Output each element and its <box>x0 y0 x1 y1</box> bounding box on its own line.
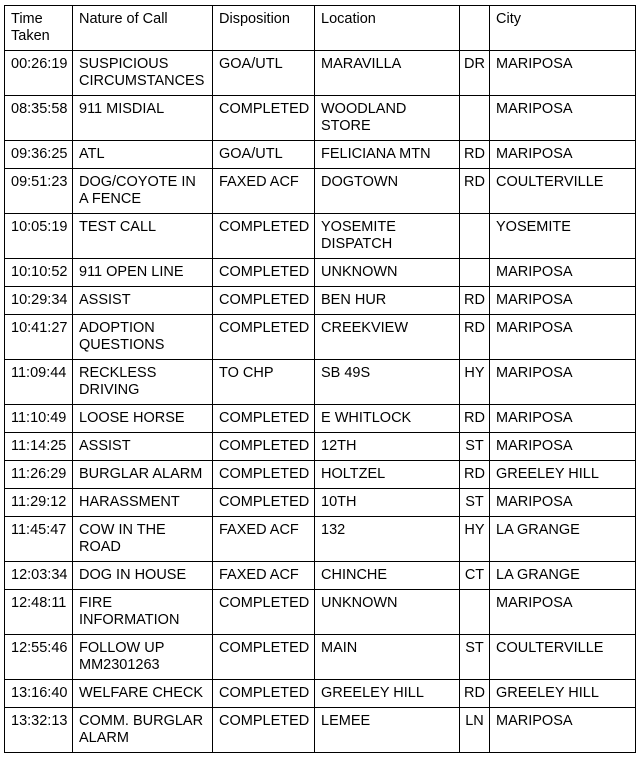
cell-location: MARAVILLA <box>315 51 460 96</box>
cell-city: GREELEY HILL <box>490 680 636 708</box>
cell-nature-of-call: COMM. BURGLAR ALARM <box>73 708 213 753</box>
cell-city: MARIPOSA <box>490 590 636 635</box>
table-row <box>5 141 636 169</box>
cell-city: COULTERVILLE <box>490 635 636 680</box>
cell-location: GREELEY HILL <box>315 680 460 708</box>
cell-nature-of-call: ASSIST <box>73 287 213 315</box>
cell-city: MARIPOSA <box>490 96 636 141</box>
table-row <box>5 169 636 214</box>
cell-disposition: COMPLETED <box>213 315 315 360</box>
table-row <box>5 360 636 405</box>
cell-location: DOGTOWN <box>315 169 460 214</box>
cell-street-suffix: HY <box>460 517 490 562</box>
header-row <box>5 6 636 51</box>
cell-time-taken: 10:05:19 <box>5 214 73 259</box>
cell-disposition: COMPLETED <box>213 590 315 635</box>
cell-location: SB 49S <box>315 360 460 405</box>
cell-city: MARIPOSA <box>490 405 636 433</box>
table-row <box>5 562 636 590</box>
cell-nature-of-call: BURGLAR ALARM <box>73 461 213 489</box>
cell-street-suffix: ST <box>460 433 490 461</box>
cell-nature-of-call: HARASSMENT <box>73 489 213 517</box>
cell-city: MARIPOSA <box>490 708 636 753</box>
cell-city: MARIPOSA <box>490 489 636 517</box>
cell-street-suffix: RD <box>460 287 490 315</box>
cell-location: HOLTZEL <box>315 461 460 489</box>
cell-street-suffix <box>460 96 490 141</box>
table-row <box>5 590 636 635</box>
header-nature-of-call: Nature of Call <box>73 6 213 51</box>
cell-disposition: FAXED ACF <box>213 562 315 590</box>
cell-disposition: GOA/UTL <box>213 141 315 169</box>
cell-location: MAIN <box>315 635 460 680</box>
header-time-taken: Time Taken <box>5 6 73 51</box>
cell-location: CREEKVIEW <box>315 315 460 360</box>
table-header <box>5 6 636 51</box>
table-row <box>5 315 636 360</box>
cell-city: MARIPOSA <box>490 360 636 405</box>
cell-disposition: TO CHP <box>213 360 315 405</box>
cell-street-suffix: LN <box>460 708 490 753</box>
cell-nature-of-call: FOLLOW UP MM2301263 <box>73 635 213 680</box>
header-suffix <box>460 6 490 51</box>
cell-disposition: COMPLETED <box>213 461 315 489</box>
table-row <box>5 96 636 141</box>
cell-city: LA GRANGE <box>490 562 636 590</box>
table-row <box>5 708 636 753</box>
cell-disposition: COMPLETED <box>213 433 315 461</box>
cell-location: BEN HUR <box>315 287 460 315</box>
cell-time-taken: 11:29:12 <box>5 489 73 517</box>
table-row <box>5 433 636 461</box>
cell-time-taken: 11:26:29 <box>5 461 73 489</box>
cell-nature-of-call: DOG IN HOUSE <box>73 562 213 590</box>
cell-location: 10TH <box>315 489 460 517</box>
cell-city: LA GRANGE <box>490 517 636 562</box>
cell-time-taken: 11:45:47 <box>5 517 73 562</box>
call-log-table <box>4 5 636 753</box>
table-row <box>5 51 636 96</box>
cell-street-suffix: HY <box>460 360 490 405</box>
cell-time-taken: 12:55:46 <box>5 635 73 680</box>
cell-street-suffix <box>460 259 490 287</box>
cell-disposition: GOA/UTL <box>213 51 315 96</box>
cell-location: YOSEMITE DISPATCH <box>315 214 460 259</box>
cell-disposition: COMPLETED <box>213 635 315 680</box>
cell-disposition: COMPLETED <box>213 405 315 433</box>
cell-nature-of-call: ASSIST <box>73 433 213 461</box>
cell-time-taken: 11:10:49 <box>5 405 73 433</box>
cell-nature-of-call: 911 MISDIAL <box>73 96 213 141</box>
cell-location: UNKNOWN <box>315 259 460 287</box>
table-row <box>5 489 636 517</box>
cell-street-suffix: RD <box>460 141 490 169</box>
cell-street-suffix <box>460 590 490 635</box>
cell-disposition: COMPLETED <box>213 214 315 259</box>
table-row <box>5 405 636 433</box>
cell-time-taken: 10:29:34 <box>5 287 73 315</box>
cell-city: MARIPOSA <box>490 433 636 461</box>
cell-time-taken: 10:10:52 <box>5 259 73 287</box>
cell-location: 132 <box>315 517 460 562</box>
cell-location: CHINCHE <box>315 562 460 590</box>
cell-city: MARIPOSA <box>490 259 636 287</box>
table-row <box>5 635 636 680</box>
cell-disposition: COMPLETED <box>213 287 315 315</box>
cell-time-taken: 09:36:25 <box>5 141 73 169</box>
cell-nature-of-call: ADOPTION QUESTIONS <box>73 315 213 360</box>
cell-disposition: COMPLETED <box>213 489 315 517</box>
cell-time-taken: 09:51:23 <box>5 169 73 214</box>
cell-disposition: COMPLETED <box>213 259 315 287</box>
cell-street-suffix: RD <box>460 461 490 489</box>
cell-nature-of-call: RECKLESS DRIVING <box>73 360 213 405</box>
cell-city: COULTERVILLE <box>490 169 636 214</box>
cell-time-taken: 00:26:19 <box>5 51 73 96</box>
cell-nature-of-call: ATL <box>73 141 213 169</box>
cell-location: UNKNOWN <box>315 590 460 635</box>
cell-street-suffix: DR <box>460 51 490 96</box>
cell-disposition: COMPLETED <box>213 680 315 708</box>
cell-disposition: COMPLETED <box>213 96 315 141</box>
cell-location: WOODLAND STORE <box>315 96 460 141</box>
cell-disposition: COMPLETED <box>213 708 315 753</box>
header-city: City <box>490 6 636 51</box>
cell-time-taken: 11:14:25 <box>5 433 73 461</box>
cell-city: MARIPOSA <box>490 141 636 169</box>
table-row <box>5 259 636 287</box>
cell-time-taken: 13:16:40 <box>5 680 73 708</box>
cell-city: GREELEY HILL <box>490 461 636 489</box>
cell-time-taken: 12:48:11 <box>5 590 73 635</box>
cell-street-suffix: RD <box>460 315 490 360</box>
cell-time-taken: 08:35:58 <box>5 96 73 141</box>
cell-nature-of-call: LOOSE HORSE <box>73 405 213 433</box>
cell-nature-of-call: COW IN THE ROAD <box>73 517 213 562</box>
cell-street-suffix: RD <box>460 405 490 433</box>
header-disposition: Disposition <box>213 6 315 51</box>
cell-street-suffix: RD <box>460 680 490 708</box>
cell-time-taken: 10:41:27 <box>5 315 73 360</box>
cell-nature-of-call: WELFARE CHECK <box>73 680 213 708</box>
cell-city: MARIPOSA <box>490 51 636 96</box>
cell-location: 12TH <box>315 433 460 461</box>
cell-city: YOSEMITE <box>490 214 636 259</box>
table-row <box>5 680 636 708</box>
cell-nature-of-call: SUSPICIOUS CIRCUMSTANCES <box>73 51 213 96</box>
cell-location: LEMEE <box>315 708 460 753</box>
cell-location: FELICIANA MTN <box>315 141 460 169</box>
cell-city: MARIPOSA <box>490 287 636 315</box>
cell-nature-of-call: DOG/COYOTE IN A FENCE <box>73 169 213 214</box>
cell-street-suffix: ST <box>460 635 490 680</box>
cell-street-suffix: ST <box>460 489 490 517</box>
table-row <box>5 214 636 259</box>
cell-city: MARIPOSA <box>490 315 636 360</box>
cell-disposition: FAXED ACF <box>213 517 315 562</box>
cell-street-suffix: RD <box>460 169 490 214</box>
cell-time-taken: 13:32:13 <box>5 708 73 753</box>
cell-time-taken: 11:09:44 <box>5 360 73 405</box>
cell-nature-of-call: 911 OPEN LINE <box>73 259 213 287</box>
table-body <box>5 51 636 753</box>
cell-disposition: FAXED ACF <box>213 169 315 214</box>
cell-nature-of-call: FIRE INFORMATION <box>73 590 213 635</box>
cell-nature-of-call: TEST CALL <box>73 214 213 259</box>
header-location: Location <box>315 6 460 51</box>
table-row <box>5 517 636 562</box>
cell-location: E WHITLOCK <box>315 405 460 433</box>
cell-time-taken: 12:03:34 <box>5 562 73 590</box>
cell-street-suffix: CT <box>460 562 490 590</box>
cell-street-suffix <box>460 214 490 259</box>
table-row <box>5 461 636 489</box>
table-row <box>5 287 636 315</box>
